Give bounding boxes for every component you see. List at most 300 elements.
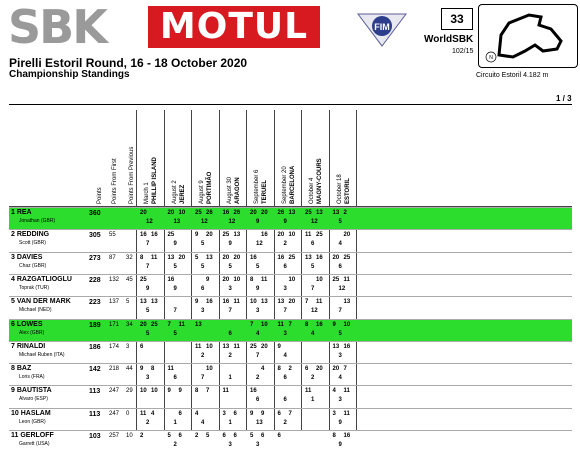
race-result bbox=[221, 276, 245, 296]
race2-points: 20 bbox=[316, 366, 323, 373]
race1-points: 16 bbox=[277, 254, 285, 261]
race-result bbox=[166, 321, 190, 341]
race-result bbox=[276, 209, 300, 229]
superpole-points: 3 bbox=[228, 442, 232, 448]
race1-points: 16 bbox=[250, 254, 257, 261]
race2-points: 16 bbox=[261, 232, 268, 239]
race-name: MAGNY-COURS bbox=[317, 158, 323, 204]
points-from-previous: 34 bbox=[126, 321, 133, 328]
race1-points: 9 bbox=[140, 366, 144, 373]
race-result bbox=[276, 254, 300, 274]
race1-points: 9 bbox=[195, 299, 199, 306]
rider-name: 2 REDDING bbox=[11, 231, 50, 239]
race2-points: 11 bbox=[343, 410, 350, 417]
race2-points: 6 bbox=[233, 433, 237, 439]
rider-name: 11 GERLOFF bbox=[11, 432, 54, 439]
race-result bbox=[331, 209, 355, 229]
superpole-points: 12 bbox=[311, 308, 318, 315]
superpole-points: 2 bbox=[283, 241, 287, 248]
race1-points: 20 bbox=[167, 210, 175, 216]
superpole-points: 5 bbox=[338, 219, 342, 225]
rider-fullname: Leon (GBR) bbox=[19, 418, 46, 425]
superpole-points: 9 bbox=[338, 419, 342, 426]
race1-points: 7 bbox=[167, 321, 171, 328]
race1-points: 16 bbox=[222, 299, 230, 306]
race2-points: 11 bbox=[151, 254, 158, 261]
rider-name: 3 DAVIES bbox=[11, 253, 43, 261]
race2-points: 11 bbox=[343, 276, 350, 283]
race-result bbox=[303, 321, 327, 341]
rider-fullname: Toprak (TUR) bbox=[19, 284, 50, 291]
rider-points: 103 bbox=[89, 433, 101, 440]
race1-points: 6 bbox=[305, 366, 309, 373]
race2-points: 25 bbox=[343, 254, 351, 261]
rider-fullname: Michael Ruben (ITA) bbox=[19, 351, 65, 358]
points-from-previous: 32 bbox=[126, 254, 133, 261]
race2-points: 20 bbox=[233, 254, 241, 261]
superpole-points: 12 bbox=[228, 219, 236, 225]
race-result bbox=[193, 321, 217, 341]
table-row bbox=[9, 252, 572, 275]
race2-points: 25 bbox=[316, 232, 323, 239]
race1-points: 20 bbox=[250, 210, 257, 216]
race2-points: 26 bbox=[233, 210, 241, 216]
superpole-points: 12 bbox=[146, 219, 153, 225]
race-result bbox=[221, 365, 245, 385]
superpole-points: 9 bbox=[146, 285, 150, 292]
race2-points: 11 bbox=[178, 321, 185, 328]
page-indicator: 1 / 3 bbox=[556, 94, 572, 103]
race1-points: 7 bbox=[305, 299, 309, 306]
race1-points: 11 bbox=[277, 321, 284, 328]
points-header: Points bbox=[97, 187, 103, 204]
superpole-points: 5 bbox=[256, 263, 260, 270]
race1-points: 13 bbox=[195, 321, 202, 328]
superpole-points: 3 bbox=[256, 442, 260, 448]
race2-points: 7 bbox=[343, 366, 347, 373]
page-subtitle: Championship Standings bbox=[9, 69, 130, 80]
superpole-points: 3 bbox=[228, 285, 232, 292]
race1-points: 4 bbox=[195, 410, 199, 417]
race1-points: 13 bbox=[222, 343, 230, 350]
superpole-points: 5 bbox=[146, 330, 150, 337]
race-result bbox=[166, 231, 190, 251]
race-result bbox=[276, 387, 300, 407]
svg-text:FIM: FIM bbox=[374, 22, 390, 32]
race1-points: 13 bbox=[332, 343, 340, 350]
superpole-points: 5 bbox=[146, 308, 150, 315]
superpole-points: 3 bbox=[201, 308, 205, 315]
race-result bbox=[276, 321, 300, 341]
superpole-points: 3 bbox=[338, 397, 342, 404]
race2-points: 6 bbox=[178, 433, 182, 439]
race1-points: 20 bbox=[140, 321, 147, 328]
rider-fullname: Alex (GBR) bbox=[19, 329, 45, 336]
superpole-points: 1 bbox=[228, 419, 232, 426]
superpole-points: 9 bbox=[338, 442, 342, 448]
rider-name: 6 LOWES bbox=[11, 320, 43, 328]
superpole-points: 4 bbox=[338, 375, 342, 382]
race2-points: 4 bbox=[151, 410, 155, 417]
race1-points: 2 bbox=[140, 433, 144, 439]
race1-points: 25 bbox=[195, 210, 202, 216]
race2-points: 11 bbox=[233, 299, 240, 306]
race2-points: 13 bbox=[343, 299, 351, 306]
race2-points: 20 bbox=[288, 299, 296, 306]
superpole-points: 7 bbox=[283, 308, 287, 315]
svg-text:N: N bbox=[489, 55, 493, 61]
superpole-points: 9 bbox=[256, 285, 260, 292]
table-row bbox=[9, 363, 572, 386]
points-from-first: 132 bbox=[109, 276, 120, 283]
race-result bbox=[166, 209, 190, 229]
race2-points: 10 bbox=[316, 276, 323, 283]
table-row bbox=[9, 274, 572, 297]
rider-points: 273 bbox=[89, 254, 101, 262]
race-date: August 9 bbox=[199, 180, 205, 204]
fim-logo-icon bbox=[356, 10, 408, 48]
race-result bbox=[221, 432, 245, 452]
race1-points: 9 bbox=[277, 343, 281, 350]
race1-points: 20 bbox=[222, 254, 230, 261]
race-result bbox=[138, 343, 162, 363]
superpole-points: 9 bbox=[173, 241, 177, 248]
superpole-points: 3 bbox=[146, 375, 150, 382]
superpole-points: 3 bbox=[256, 308, 260, 315]
superpole-points: 12 bbox=[338, 285, 346, 292]
race-result bbox=[276, 365, 300, 385]
race1-points: 11 bbox=[305, 232, 312, 239]
race-result bbox=[193, 410, 217, 430]
page-title: Pirelli Estoril Round, 16 - 18 October 2020 bbox=[9, 56, 248, 70]
superpole-points: 5 bbox=[338, 330, 342, 337]
race-result bbox=[276, 343, 300, 363]
race1-points: 6 bbox=[222, 433, 226, 439]
race-result bbox=[193, 343, 217, 363]
table-row bbox=[9, 408, 572, 431]
race-result bbox=[331, 387, 355, 407]
rider-name: 8 BAZ bbox=[11, 365, 32, 373]
superpole-points: 6 bbox=[283, 263, 287, 270]
points-from-first: 55 bbox=[109, 232, 116, 239]
race1-points: 25 bbox=[250, 343, 257, 350]
race1-points: 8 bbox=[140, 254, 144, 261]
race-name: ESTORIL bbox=[344, 178, 351, 204]
race-result bbox=[248, 254, 272, 274]
circuit-length: Circuito Estoril 4.182 m bbox=[476, 72, 549, 79]
race-result bbox=[248, 343, 272, 363]
race1-points: 8 bbox=[277, 366, 281, 373]
race2-points: 13 bbox=[206, 254, 213, 261]
superpole-points: 1 bbox=[228, 375, 232, 382]
race2-points: 8 bbox=[151, 366, 155, 373]
race2-points: 10 bbox=[288, 232, 296, 239]
race-result bbox=[193, 254, 217, 274]
race1-points: 10 bbox=[250, 299, 257, 306]
race-result bbox=[221, 298, 245, 318]
points-from-previous: 0 bbox=[126, 410, 130, 417]
race-result bbox=[138, 209, 162, 229]
round-number: 33 bbox=[441, 8, 473, 30]
race2-points: 25 bbox=[288, 254, 296, 261]
race2-points: 13 bbox=[151, 299, 158, 306]
race1-points: 5 bbox=[195, 254, 199, 261]
race2-points: 10 bbox=[233, 276, 241, 283]
race-result bbox=[138, 432, 162, 452]
superpole-points: 7 bbox=[256, 352, 260, 359]
race-header bbox=[303, 134, 327, 204]
race-result bbox=[331, 410, 355, 430]
race-result bbox=[221, 254, 245, 274]
superpole-points: 2 bbox=[146, 419, 150, 426]
superpole-points: 6 bbox=[283, 397, 287, 404]
race-name: PORTIMÃO bbox=[207, 171, 213, 204]
points-from-previous: 5 bbox=[126, 299, 130, 306]
race1-points: 11 bbox=[167, 366, 174, 373]
table-row bbox=[9, 296, 572, 319]
race-result bbox=[166, 365, 190, 385]
race2-points: 13 bbox=[233, 232, 241, 239]
race-result bbox=[303, 365, 327, 385]
race1-points: 26 bbox=[277, 210, 285, 216]
points-from-first: 218 bbox=[109, 366, 120, 373]
race-result bbox=[276, 231, 300, 251]
race1-points: 11 bbox=[140, 410, 147, 417]
race1-points: 16 bbox=[222, 210, 230, 216]
superpole-points: 6 bbox=[311, 241, 315, 248]
race-result bbox=[248, 276, 272, 296]
race-result bbox=[331, 298, 355, 318]
rider-name: 5 VAN DER MARK bbox=[11, 298, 71, 306]
superpole-points: 7 bbox=[173, 308, 177, 315]
race-result bbox=[193, 276, 217, 296]
race1-points: 10 bbox=[140, 388, 147, 395]
race2-points: 6 bbox=[178, 410, 182, 417]
race-result bbox=[221, 321, 245, 341]
race2-points: 16 bbox=[343, 343, 351, 350]
rider-points: 113 bbox=[89, 388, 101, 396]
rider-name: 7 RINALDI bbox=[11, 342, 46, 350]
race2-points: 5 bbox=[206, 433, 210, 439]
superpole-points: 1 bbox=[311, 397, 315, 404]
race1-points: 13 bbox=[277, 299, 285, 306]
race-result bbox=[303, 298, 327, 318]
worldsbk-label: WorldSBK bbox=[424, 34, 474, 45]
superpole-points: 7 bbox=[146, 263, 150, 270]
superpole-points: 13 bbox=[173, 219, 181, 225]
race-result bbox=[248, 365, 272, 385]
rider-fullname: Loris (FRA) bbox=[19, 374, 45, 381]
race-result bbox=[193, 387, 217, 407]
superpole-points: 6 bbox=[201, 285, 205, 292]
race-result bbox=[166, 343, 190, 363]
race2-points: 2 bbox=[343, 210, 347, 216]
race2-points: 13 bbox=[261, 299, 268, 306]
superpole-points: 3 bbox=[338, 352, 342, 359]
points-from-previous: 44 bbox=[126, 366, 133, 373]
superpole-points: 6 bbox=[228, 330, 232, 337]
race-result bbox=[166, 276, 190, 296]
race2-points: 6 bbox=[261, 433, 265, 439]
race1-points: 4 bbox=[332, 388, 336, 395]
table-row bbox=[9, 319, 572, 342]
superpole-points: 4 bbox=[201, 419, 205, 426]
page-code: 102/15 bbox=[452, 48, 474, 55]
race1-points: 2 bbox=[195, 433, 199, 439]
sbk-logo: SBK bbox=[8, 0, 106, 54]
rider-fullname: Michael (NED) bbox=[19, 307, 52, 314]
superpole-points: 12 bbox=[201, 219, 208, 225]
race-result bbox=[248, 231, 272, 251]
race-result bbox=[166, 298, 190, 318]
points-from-previous: 3 bbox=[126, 343, 130, 350]
race-result bbox=[138, 254, 162, 274]
race1-points: 25 bbox=[222, 232, 230, 239]
race-result bbox=[193, 231, 217, 251]
race-result bbox=[331, 432, 355, 452]
rider-points: 223 bbox=[89, 299, 101, 307]
race2-points: 11 bbox=[261, 276, 268, 283]
divider bbox=[9, 104, 572, 105]
race-result bbox=[303, 343, 327, 363]
race2-points: 20 bbox=[206, 232, 213, 239]
race1-points: 11 bbox=[195, 343, 202, 350]
points-from-first: 174 bbox=[109, 343, 120, 350]
race-name: JEREZ bbox=[179, 184, 186, 204]
race-header bbox=[193, 134, 217, 204]
race1-points: 8 bbox=[250, 276, 254, 283]
race1-points: 7 bbox=[250, 321, 254, 328]
race-header bbox=[166, 134, 190, 204]
race-result bbox=[138, 365, 162, 385]
superpole-points: 5 bbox=[173, 263, 177, 270]
race2-points: 16 bbox=[206, 299, 213, 306]
superpole-points: 5 bbox=[311, 263, 315, 270]
race-name: BARCELONA bbox=[289, 165, 296, 204]
race-result bbox=[248, 321, 272, 341]
rider-points: 113 bbox=[89, 410, 101, 418]
race-result bbox=[331, 343, 355, 363]
race1-points: 11 bbox=[222, 388, 229, 395]
superpole-points: 6 bbox=[283, 375, 287, 382]
superpole-points: 4 bbox=[338, 241, 342, 248]
race-result bbox=[248, 209, 272, 229]
race-name: ARAGON bbox=[234, 177, 241, 204]
superpole-points: 2 bbox=[173, 442, 177, 448]
superpole-points: 6 bbox=[173, 375, 177, 382]
race1-points: 20 bbox=[222, 276, 230, 283]
race-header bbox=[221, 134, 245, 204]
race-result bbox=[193, 298, 217, 318]
points-from-first: 137 bbox=[109, 299, 120, 306]
table-row bbox=[9, 229, 572, 252]
race2-points: 2 bbox=[288, 366, 292, 373]
race-result bbox=[303, 387, 327, 407]
race2-points: 20 bbox=[178, 254, 186, 261]
rider-points: 186 bbox=[89, 343, 101, 351]
race2-points: 4 bbox=[261, 366, 265, 373]
race1-points: 8 bbox=[332, 433, 336, 439]
race2-points: 20 bbox=[343, 232, 351, 239]
race-header bbox=[138, 134, 162, 204]
rider-points: 228 bbox=[89, 276, 101, 284]
race-result bbox=[248, 432, 272, 452]
race1-points: 16 bbox=[167, 276, 175, 283]
superpole-points: 9 bbox=[173, 285, 177, 292]
rider-name: 1 REA bbox=[11, 209, 32, 216]
race-result bbox=[221, 387, 245, 407]
track-map-icon bbox=[478, 4, 578, 68]
superpole-points: 9 bbox=[283, 219, 287, 225]
from-previous-header: Points From Previous bbox=[129, 146, 135, 204]
race-date: October 4 bbox=[309, 177, 315, 204]
race-result bbox=[166, 387, 190, 407]
motul-logo: MOTUL bbox=[148, 6, 320, 48]
table-row bbox=[9, 430, 572, 453]
rider-points: 305 bbox=[89, 232, 101, 240]
race1-points: 13 bbox=[332, 210, 340, 216]
race2-points: 16 bbox=[316, 321, 323, 328]
race-result bbox=[138, 321, 162, 341]
race-result bbox=[248, 298, 272, 318]
race2-points: 11 bbox=[343, 388, 350, 395]
race-header bbox=[276, 134, 300, 204]
race1-points: 20 bbox=[140, 210, 147, 216]
race-result bbox=[221, 343, 245, 363]
points-from-previous: 45 bbox=[126, 276, 133, 283]
race1-points: 16 bbox=[140, 232, 147, 239]
race-result bbox=[193, 365, 217, 385]
points-from-first: 247 bbox=[109, 410, 120, 417]
rider-points: 360 bbox=[89, 210, 101, 217]
race-result bbox=[276, 298, 300, 318]
header bbox=[0, 0, 580, 90]
race1-points: 6 bbox=[277, 410, 281, 417]
points-from-first: 247 bbox=[109, 388, 120, 395]
race1-points: 25 bbox=[305, 210, 312, 216]
race2-points: 7 bbox=[288, 410, 292, 417]
superpole-points: 7 bbox=[311, 285, 315, 292]
race2-points: 20 bbox=[261, 210, 268, 216]
race2-points: 6 bbox=[233, 410, 237, 417]
superpole-points: 1 bbox=[173, 419, 177, 426]
points-from-first: 87 bbox=[109, 254, 116, 261]
points-from-first: 257 bbox=[109, 433, 120, 439]
race-result bbox=[221, 209, 245, 229]
superpole-points: 5 bbox=[201, 263, 205, 270]
race2-points: 10 bbox=[343, 321, 351, 328]
rider-name: 4 RAZGATLIOGLU bbox=[11, 275, 72, 283]
race-result bbox=[248, 387, 272, 407]
superpole-points: 7 bbox=[228, 308, 232, 315]
race-name: TERUEL bbox=[262, 180, 268, 204]
race2-points: 25 bbox=[151, 321, 158, 328]
race-result bbox=[166, 410, 190, 430]
rider-fullname: Garrett (USA) bbox=[19, 441, 50, 447]
superpole-points: 5 bbox=[201, 241, 205, 248]
race-result bbox=[166, 432, 190, 452]
race2-points: 10 bbox=[151, 388, 158, 395]
race2-points: 7 bbox=[206, 388, 210, 395]
race-date: September 6 bbox=[254, 169, 260, 204]
race-result bbox=[303, 254, 327, 274]
race2-points: 16 bbox=[343, 433, 351, 439]
race-result bbox=[221, 231, 245, 251]
superpole-points: 7 bbox=[201, 375, 205, 382]
race-result bbox=[248, 410, 272, 430]
superpole-points: 4 bbox=[283, 352, 287, 359]
race2-points: 9 bbox=[206, 276, 210, 283]
